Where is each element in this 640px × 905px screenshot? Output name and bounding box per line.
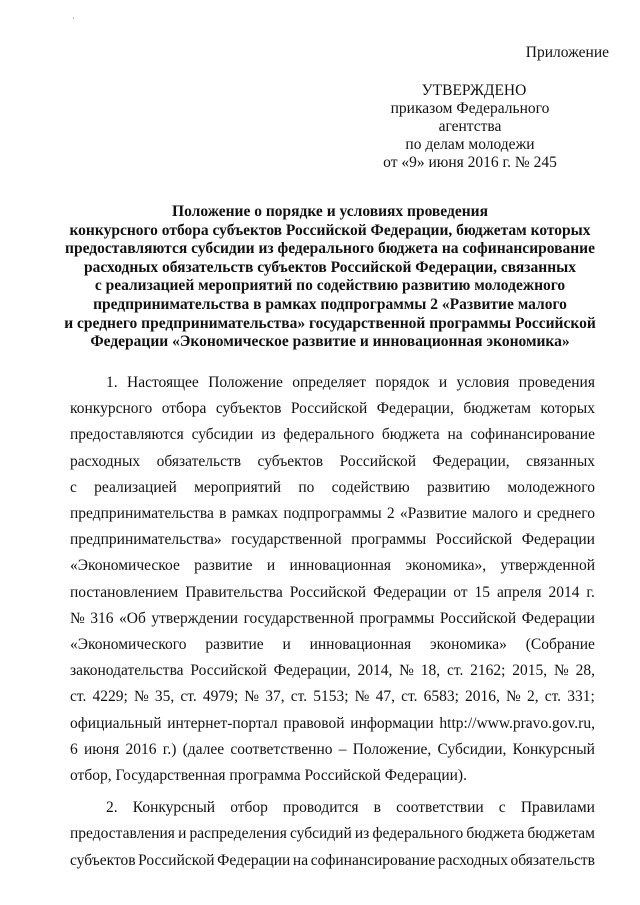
- body-line: с реализацией мероприятий по содействию развитию молодежного: [70, 478, 595, 496]
- title-line: с реализацией мероприятий по содействию развитию молодежного: [94, 277, 566, 295]
- body-line: законодательства Российской Федерации, 2014, № 18, ст. 2162; 2015, № 28,: [70, 662, 595, 680]
- body-line: «Экономическое развитие и инновационная экономика», утвержденной: [70, 557, 595, 575]
- title-line: и среднего предпринимательства» государственной программы Российской: [64, 314, 596, 332]
- paragraph-2: [70, 795, 595, 874]
- body-line: 1. Настоящее Положение определяет порядок и условия проведения: [106, 374, 595, 391]
- body-line: постановлением Правительства Российской Федерации от 15 апреля 2014 г.: [70, 583, 595, 601]
- scan-speck: [73, 17, 74, 19]
- body-line: № 316 «Об утверждении государственной программы Российской Федерации: [70, 609, 595, 627]
- body-line: ст. 4229; № 35, ст. 4979; № 37, ст. 5153; № 47, ст. 6583; 2016, № 2, ст. 331;: [70, 688, 595, 706]
- title-line: расходных обязательств субъектов Российской Федерации, связанных: [83, 258, 577, 276]
- body-line: предоставляются субсидии из федерального бюджета на софинансирование: [70, 426, 595, 444]
- body-line: конкурсного отбора субъектов Российской Федерации, бюджетам которых: [70, 400, 595, 418]
- approval-block: [360, 82, 580, 172]
- order-line: от «9» июня 2016 г. № 245: [383, 154, 557, 171]
- body-line: субъектов Российской Федерации на софинансирование расходных обязательств: [70, 851, 595, 869]
- body-line: предпринимательства в рамках подпрограммы 2 «Развитие малого и среднего: [70, 505, 595, 523]
- annex-label: Приложение: [525, 44, 609, 61]
- order-line: приказом Федерального агентства: [390, 100, 550, 135]
- body-line: 6 июня 2016 г.) (далее соответственно – Положение, Субсидии, Конкурсный: [70, 740, 595, 758]
- body-line: расходных обязательств субъектов Российской Федерации, связанных: [70, 452, 595, 470]
- approved-stamp-text: УТВЕРЖДЕНО: [421, 82, 527, 99]
- body-line: предпринимательства» государственной программы Российской Федерации: [70, 531, 595, 549]
- body-line: «Экономического развитие и инновационная экономика» (Собрание: [70, 636, 595, 654]
- body-line: официальный интернет-портал правовой информации http://www.pravo.gov.ru,: [70, 714, 595, 732]
- title-line: Положение о порядке и условиях проведения: [172, 203, 488, 220]
- document-body: [70, 370, 595, 874]
- body-line: отбор, Государственная программа Российской Федерации).: [70, 767, 467, 785]
- order-line: по делам молодежи: [405, 136, 535, 153]
- title-line: предпринимательства в рамках подпрограммы 2 «Развитие малого: [93, 295, 567, 313]
- document-title: [40, 203, 620, 352]
- title-line: Федерации «Экономическое развитие и инновационная экономика»: [90, 333, 570, 351]
- paragraph-1: [70, 370, 595, 789]
- title-line: предоставляются субсидии из федерального бюджета на софинансирование: [65, 240, 595, 258]
- body-line: предоставления и распределения субсидий из федерального бюджета бюджетам: [70, 825, 595, 843]
- body-line: 2. Конкурсный отбор проводится в соответствии с Правилами: [106, 799, 595, 817]
- title-line: конкурсного отбора субъектов Российской Федерации, бюджетам которых: [69, 221, 591, 239]
